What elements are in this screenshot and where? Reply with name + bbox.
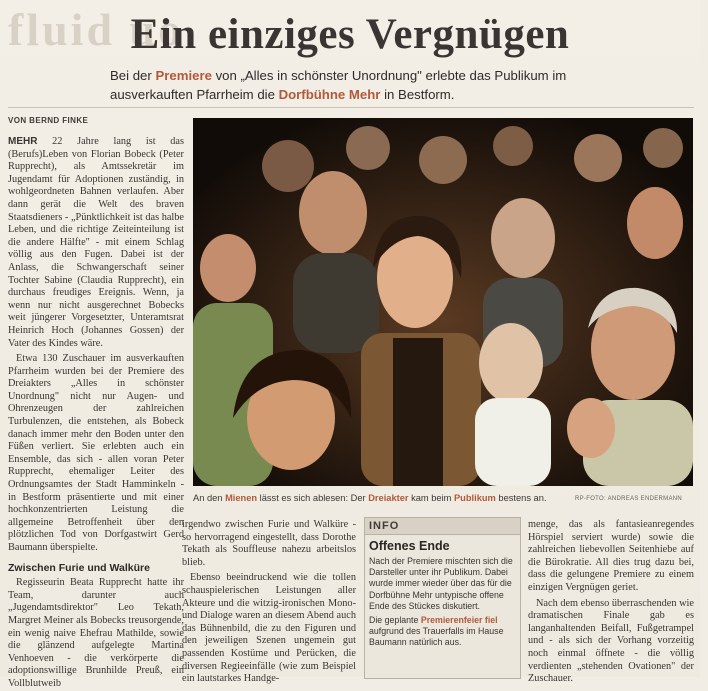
- paragraph-5: Ebenso beeindruckend wie die tollen schauspielerischen Leistungen aller Akteure und die witzig-ironischen Mono- und Dialoge waren an diesem Abend auch das Bühnenbild, die zu den Figuren und den jeweiligen Szenen ungemein gut passenden Kostüme und Perücken, die diversen Regieeinfälle (wie zum Beispiel ein lautstarkes Handge-: [182, 572, 356, 685]
- byline: VON BERND FINKE: [8, 116, 89, 125]
- subheadline: Bei der Premiere von „Alles in schönster Unordnung" erlebte das Publikum im ausverkauften Pfarrheim die Dorfbühne Mehr in Bestform.: [110, 68, 567, 102]
- text-column-1: [8, 136, 184, 689]
- paragraph-6: menge, das als fantasieanregendes Hörspiel serviert wurde) sowie die zahlreichen liebevollen Seitenhiebe auf die Bürokratie. All dies trug dazu bei, dass die gelungene Premiere zu einem einzigen Vergnügen geriet.: [528, 519, 694, 593]
- bleed-through-text: fluid uo: [8, 4, 185, 55]
- info-box-text: Nach der Premiere mischten sich die Darsteller unter ihr Publikum. Dabei wurde immer wieder über das für die Dorfbühne Mehr untypische offene Ende des Stückes diskutiert.: [369, 556, 513, 611]
- info-box-tag: INFO: [365, 518, 520, 535]
- paragraph-4: irgendwo zwischen Furie und Walküre - so hervorragend eingestellt, dass Dorothe Tekath als Souffleuse nahezu arbeitslos blieb.: [182, 519, 356, 568]
- audience-photo: [193, 118, 693, 486]
- text-column-4: [528, 519, 694, 685]
- photo-caption: An den Mienen lässt es sich ablesen: Der Dreiakter kam beim Publikum bestens an.: [193, 493, 547, 503]
- info-box-text-2: Die geplante Premierenfeier fiel aufgrund des Trauerfalls im Hause Baumann natürlich aus.: [369, 615, 504, 648]
- info-box-title: Offenes Ende: [369, 539, 450, 553]
- paragraph-1: MEHR 22 Jahre lang ist das (Berufs)Leben von Florian Bobeck (Peter Rupprecht), als Amtssekretär im Jugendamt für Adoptionen zuständig, in wohlgeordneten Bahnen verlaufen. Aber dann gerät die Welt des braven Staatsdieners - „Pünktlichkeit ist das halbe Leben, und die richtige Zeiteinteilung ist die andere Hälfte" - mit einem Schlag völlig aus den Fugen. Dabei ist der Anlass, die Schwangerschaft seiner Tochter Sabine (Claudia Rupprecht), ein durchaus freudiges Ereignis. Wenn, ja wenn nur nicht ausgerechnet Bobecks weit jüngerer Vorgesetzter, Unteramtsrat Heinrich Hoch (Johannes Gossen) der Vater des Kindes wäre.: [8, 136, 184, 349]
- section-heading: Zwischen Furie und Walküre: [8, 561, 150, 574]
- headline: Ein einziges Vergnügen: [130, 11, 570, 58]
- info-box: [364, 517, 521, 679]
- photo-illustration: [193, 118, 693, 486]
- photo-credit: RP-FOTO: ANDREAS ENDERMANN: [575, 496, 683, 502]
- paragraph-2: Etwa 130 Zuschauer im ausverkauften Pfarrheim wurden bei der Premiere des Dreiakters „Alles in schönster Unordnung" nicht nur Augen- und Ohrenzeugen der zahlreichen Turbulenzen, die entstehen, als Bobeck danach immer mehr den Boden unter den Füßen verliert. Sie erlebten auch ein Ensemble, das sich - allen voran Peter Rupprecht, ehemaliger Leiter des Ordnungsamtes der Stadt Hamminkeln - in Bestform präsentierte und mit einer hochkonzentrierten Leistung die allgemeine Betroffenheit über den plötzlichen Tod von Dorfgastwirt Gerd Baumann überspielte.: [8, 353, 184, 553]
- paragraph-3: Regisseurin Beata Rupprecht hatte ihr Team, darunter auch „Jugendamtsdirektor" Leo Tekath, Margret Meiner als Bobecks treusorgende, ein wenig naive Ehefrau Mathilde, sowie die glänzend aufgelegte Martina Venhoeven - die verkörperte die adoptionswillige Brunhilde Preuß, ein Vollblutweib: [8, 577, 184, 689]
- text-column-2: [182, 519, 356, 685]
- paragraph-7: Nach dem ebenso überraschenden wie dramatischen Finale gab es langanhaltenden Beifall, Fußgetrampel und - als sich der Vorhang vorzeitig noch einmal öffnete - die völlig verdienten „stehenden Ovationen" der Zuschauer.: [528, 597, 694, 685]
- divider: [8, 107, 694, 108]
